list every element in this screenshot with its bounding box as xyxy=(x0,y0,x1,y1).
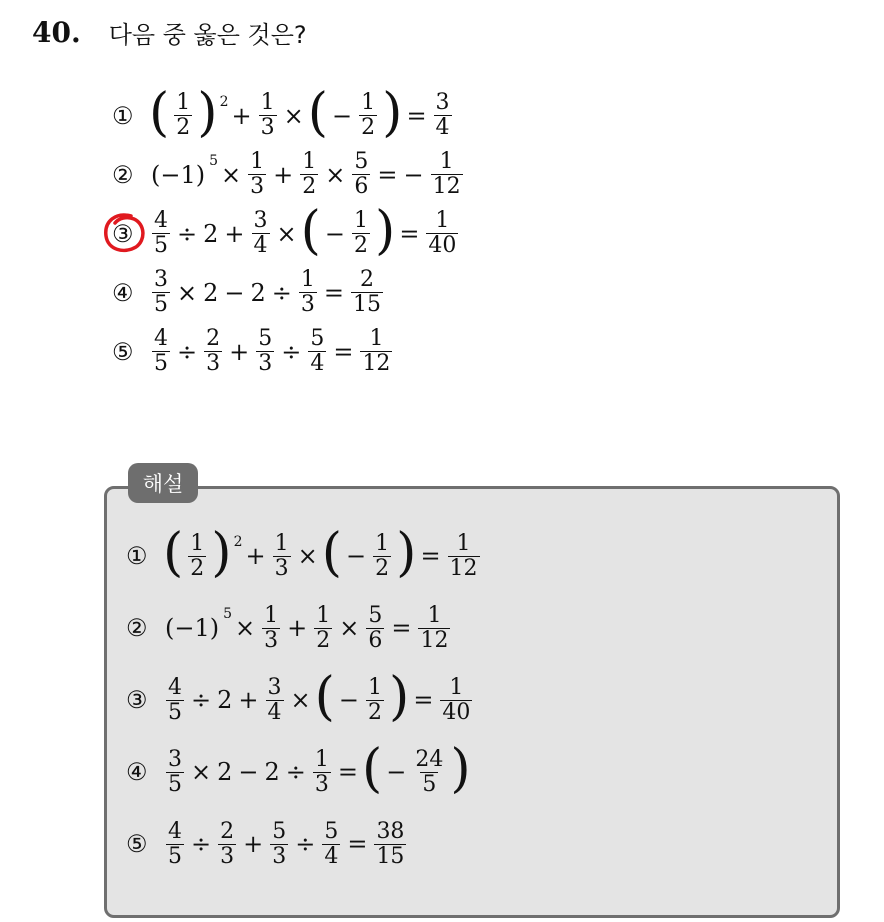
fraction: $\frac{1}{2}$ xyxy=(354,208,369,258)
result-fraction: $\frac{1}{12}$ xyxy=(362,326,391,376)
fraction: $\frac{5}{4}$ xyxy=(310,326,325,376)
option-marker: ④ xyxy=(112,278,134,307)
question-header xyxy=(32,12,307,52)
fraction: $\frac{3}{5}$ xyxy=(154,267,168,317)
fraction: $\frac{1}{3}$ xyxy=(260,90,275,140)
answer-options xyxy=(112,82,467,381)
option-4[interactable]: ④ $\frac{3}{5}$ × 2 − 2 ÷ $\frac{1}{3}$ = $\frac{2}{15}$ xyxy=(112,267,381,317)
fraction: 1 2 xyxy=(190,530,205,581)
solution-marker: ② xyxy=(126,614,148,642)
solution-marker: ④ xyxy=(126,758,148,786)
result-fraction: $\frac{24}{5}$ xyxy=(415,746,444,797)
fraction: $\frac{3}{4}$ xyxy=(267,674,282,725)
fraction: $\frac{1}{3}$ xyxy=(274,530,289,581)
fraction: $\frac{5}{4}$ xyxy=(324,818,339,869)
fraction: $\frac{1}{3}$ xyxy=(300,267,315,317)
solution-line-1: ① ( 1 2 ) 2 + $\frac{1}{3}$ × ( − $\frac{1}{2}$ ) = $\frac{1}{12}$ xyxy=(126,523,478,583)
solution-line-4: ④ $\frac{3}{5}$ × 2 − 2 ÷ $\frac{1}{3}$ = ( − $\frac{24}{5}$ ) xyxy=(126,739,471,799)
solution-marker: ③ xyxy=(126,686,148,714)
fraction: $\frac{1}{2}$ xyxy=(375,530,390,581)
fraction: $\frac{1}{2}$ xyxy=(302,149,317,199)
fraction: $\frac{2}{3}$ xyxy=(220,818,235,869)
fraction: $\frac{3}{5}$ xyxy=(168,746,182,797)
fraction: $\frac{4}{5}$ xyxy=(168,818,182,869)
fraction: $\frac{1}{3}$ xyxy=(314,746,329,797)
fraction: $\frac{3}{4}$ xyxy=(253,208,268,258)
fraction: $\frac{5}{6}$ xyxy=(368,602,383,653)
fraction: $\frac{5}{3}$ xyxy=(258,326,273,376)
fraction: $\frac{5}{6}$ xyxy=(354,149,369,199)
question-text: 다음 중 옳은 것은? xyxy=(108,20,307,49)
fraction: 1 2 xyxy=(176,90,191,140)
fraction: $\frac{4}{5}$ xyxy=(154,326,168,376)
solution-marker: ⑤ xyxy=(126,830,148,858)
result-fraction: $\frac{1}{12}$ xyxy=(420,602,449,653)
result-fraction: $\frac{2}{15}$ xyxy=(353,267,381,317)
option-marker: ② xyxy=(112,160,134,189)
fraction: $\frac{2}{3}$ xyxy=(206,326,221,376)
solution-marker: ① xyxy=(126,542,148,570)
option-marker: ⑤ xyxy=(112,337,134,366)
fraction: $\frac{4}{5}$ xyxy=(168,674,182,725)
result-fraction: $\frac{3}{4}$ xyxy=(435,90,450,140)
fraction: $\frac{1}{3}$ xyxy=(250,149,265,199)
solution-label: 해설 xyxy=(128,463,198,503)
result-fraction: $\frac{1}{12}$ xyxy=(432,149,461,199)
solution-line-2: ② (−1) 5 × $\frac{1}{3}$ + $\frac{1}{2}$ × $\frac{5}{6}$ = $\frac{1}{12}$ xyxy=(126,602,449,653)
solution-line-5: ⑤ $\frac{4}{5}$ ÷ $\frac{2}{3}$ + $\frac{5}{3}$ ÷ $\frac{5}{4}$ = $\frac{38}{15}$ xyxy=(126,818,405,869)
fraction: $\frac{1}{2}$ xyxy=(361,90,376,140)
result-fraction: $\frac{1}{40}$ xyxy=(428,208,457,258)
fraction: $\frac{1}{3}$ xyxy=(264,602,279,653)
option-marker: ① xyxy=(112,101,134,130)
option-5[interactable]: ⑤ $\frac{4}{5}$ ÷ $\frac{2}{3}$ + $\frac{5}{3}$ ÷ $\frac{5}{4}$ = $\frac{1}{12}$ xyxy=(112,326,391,376)
fraction: $\frac{1}{2}$ xyxy=(316,602,331,653)
fraction: $\frac{1}{2}$ xyxy=(368,674,383,725)
result-fraction: $\frac{38}{15}$ xyxy=(376,818,405,869)
solution-lines xyxy=(126,520,484,880)
result-fraction: $\frac{1}{40}$ xyxy=(442,674,471,725)
option-marker-selected: ③ xyxy=(112,220,148,248)
fraction: $\frac{5}{3}$ xyxy=(272,818,287,869)
option-2[interactable]: ② (−1) 5 × $\frac{1}{3}$ + $\frac{1}{2}$ × $\frac{5}{6}$ = − $\frac{1}{12}$ xyxy=(112,149,461,199)
result-fraction: $\frac{1}{12}$ xyxy=(449,530,478,581)
option-1[interactable]: ① ( 1 2 ) 2 + $\frac{1}{3}$ × ( − $\frac{1}{2}$ ) = $\frac{3}{4}$ xyxy=(112,82,450,143)
option-3[interactable]: ③ $\frac{4}{5}$ ÷ 2 + $\frac{3}{4}$ × ( − $\frac{1}{2}$ ) = $\frac{1}{40}$ xyxy=(112,204,467,263)
fraction: $\frac{4}{5}$ xyxy=(154,208,168,258)
question-number: 40. xyxy=(32,15,81,49)
solution-line-3: ③ $\frac{4}{5}$ ÷ 2 + $\frac{3}{4}$ × ( − $\frac{1}{2}$ ) = $\frac{1}{40}$ xyxy=(126,667,471,727)
